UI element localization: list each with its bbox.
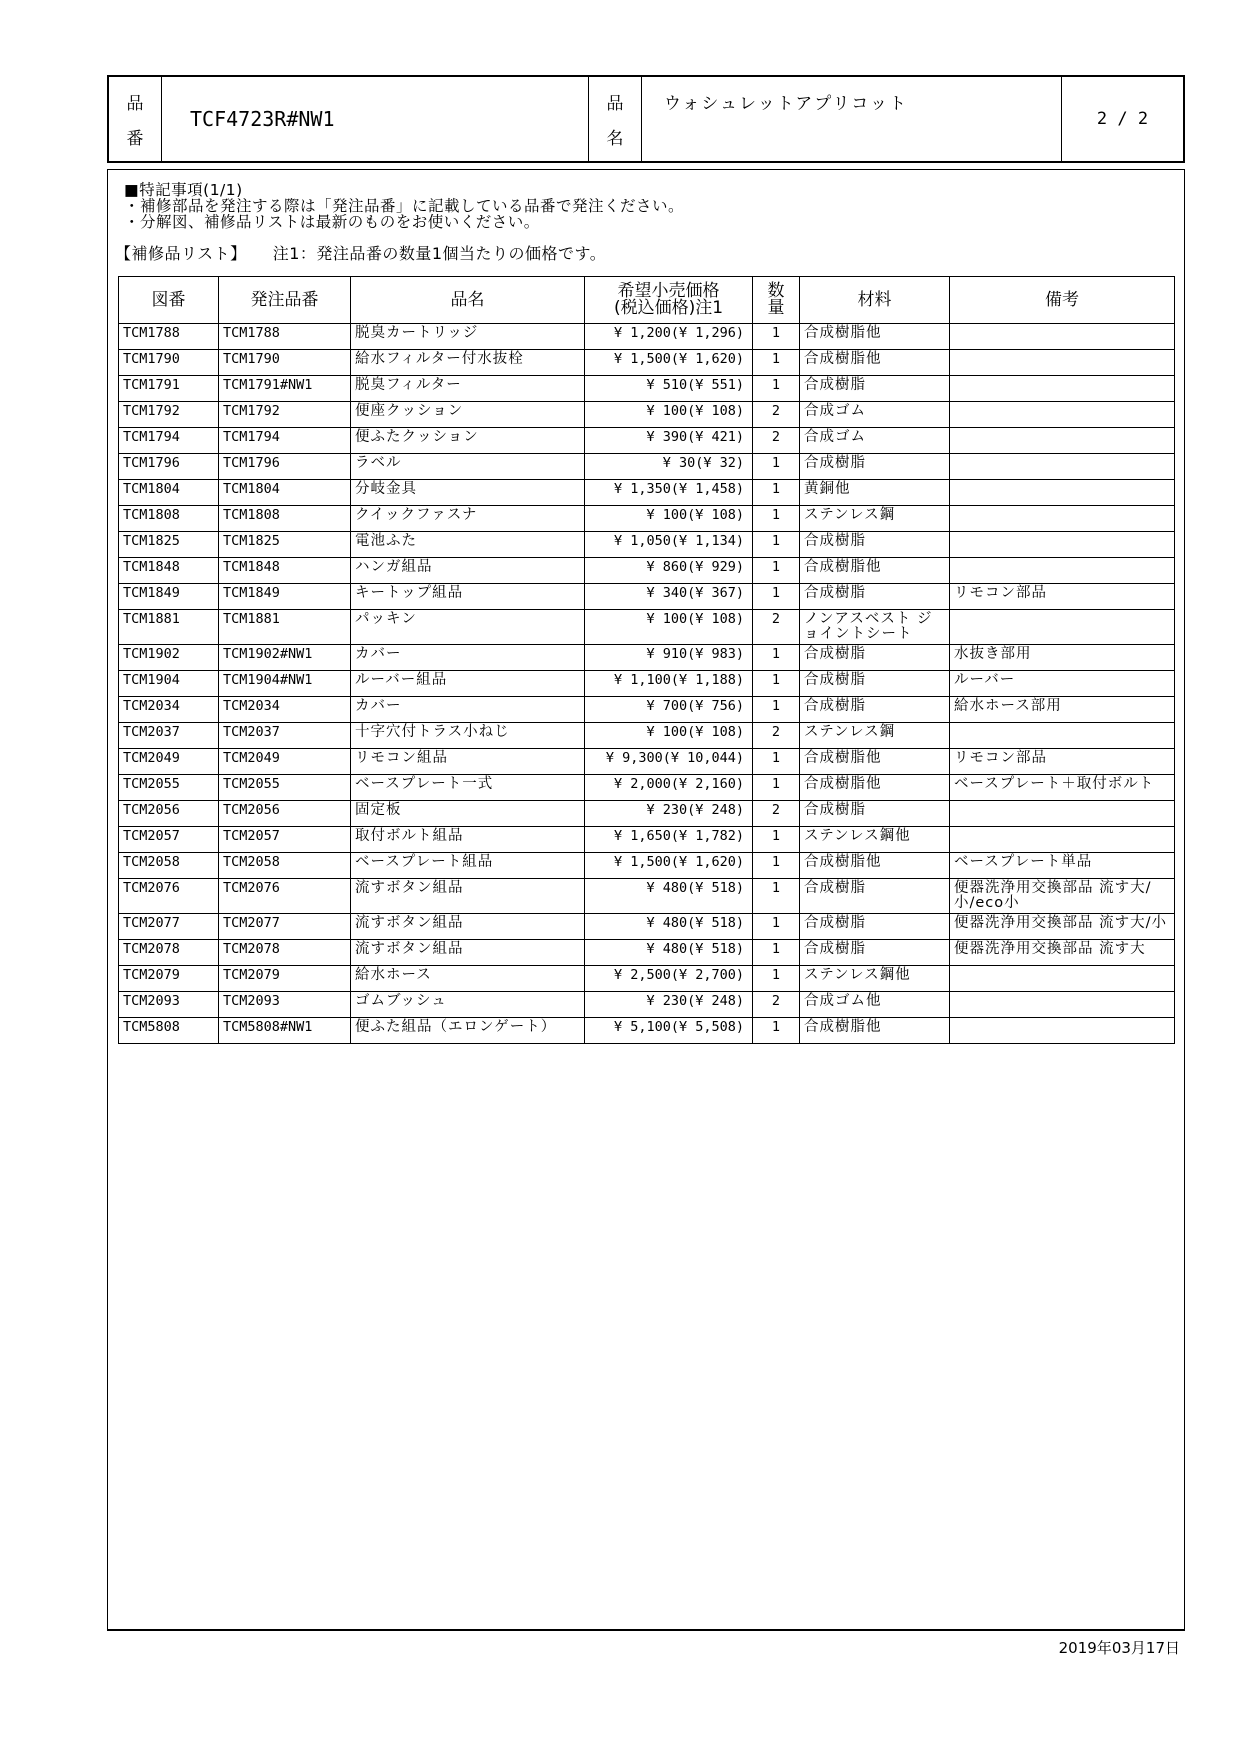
fig-no-cell: TCM2056 [119, 801, 219, 827]
material-cell: 合成樹脂 [800, 454, 950, 480]
name-cell: 便ふた組品（エロンゲート） [351, 1018, 585, 1044]
remarks-cell [950, 480, 1175, 506]
material-cell: 合成樹脂他 [800, 853, 950, 879]
order-no-cell: TCM2093 [219, 992, 351, 1018]
remarks-cell [950, 1018, 1175, 1044]
fig-no-cell: TCM1849 [119, 584, 219, 610]
order-no-cell: TCM2055 [219, 775, 351, 801]
table-row [119, 454, 1175, 480]
remarks-cell [950, 966, 1175, 992]
qty-cell: 2 [753, 610, 800, 645]
table-row [119, 992, 1175, 1018]
order-no-cell: TCM1794 [219, 428, 351, 454]
fig-no-cell: TCM2037 [119, 723, 219, 749]
qty-cell: 1 [753, 1018, 800, 1044]
notes-title: ■特記事項(1/1) [124, 181, 243, 199]
table-row [119, 775, 1175, 801]
fig-no-cell: TCM1904 [119, 671, 219, 697]
remarks-cell [950, 992, 1175, 1018]
name-cell: 便座クッション [351, 402, 585, 428]
name-cell: 流すボタン組品 [351, 914, 585, 940]
material-cell: 合成樹脂他 [800, 350, 950, 376]
material-cell: 合成樹脂 [800, 584, 950, 610]
name-label-bottom: 名 [606, 129, 624, 149]
name-cell: ベースプレート組品 [351, 853, 585, 879]
name-cell: カバー [351, 645, 585, 671]
qty-cell: 2 [753, 801, 800, 827]
order-no-cell: TCM1881 [219, 610, 351, 645]
material-cell: ステンレス鋼他 [800, 827, 950, 853]
content-frame [107, 169, 1185, 1631]
remarks-cell [950, 428, 1175, 454]
fig-no-cell: TCM1804 [119, 480, 219, 506]
header-price-line-1: 希望小売価格 [617, 281, 720, 301]
name-cell: 便ふたクッション [351, 428, 585, 454]
header-qty [753, 277, 800, 324]
fig-no-cell: TCM2058 [119, 853, 219, 879]
name-cell: クイックファスナ [351, 506, 585, 532]
material-cell: ステンレス鋼他 [800, 966, 950, 992]
order-no-cell: TCM1808 [219, 506, 351, 532]
material-cell: 合成樹脂他 [800, 324, 950, 350]
order-no-cell: TCM1848 [219, 558, 351, 584]
qty-cell: 2 [753, 992, 800, 1018]
header-order-no: 発注品番 [219, 277, 351, 324]
remarks-cell: 給水ホース部用 [950, 697, 1175, 723]
header-price [585, 277, 753, 324]
qty-cell: 1 [753, 940, 800, 966]
price-cell: ¥ 340(¥ 367) [585, 584, 753, 610]
price-cell: ¥ 100(¥ 108) [585, 506, 753, 532]
header-name: 品名 [351, 277, 585, 324]
order-no-cell: TCM2077 [219, 914, 351, 940]
order-no-cell: TCM1790 [219, 350, 351, 376]
price-cell: ¥ 100(¥ 108) [585, 610, 753, 645]
code-label [109, 77, 162, 161]
name-cell: キートップ組品 [351, 584, 585, 610]
product-code: TCF4723R#NW1 [162, 77, 589, 161]
price-cell: ¥ 1,500(¥ 1,620) [585, 853, 753, 879]
table-row [119, 879, 1175, 914]
remarks-cell: ルーバー [950, 671, 1175, 697]
table-row [119, 532, 1175, 558]
order-no-cell: TCM2058 [219, 853, 351, 879]
price-cell: ¥ 1,500(¥ 1,620) [585, 350, 753, 376]
qty-cell: 1 [753, 376, 800, 402]
price-cell: ¥ 1,100(¥ 1,188) [585, 671, 753, 697]
remarks-cell [950, 801, 1175, 827]
fig-no-cell: TCM1825 [119, 532, 219, 558]
qty-cell: 1 [753, 324, 800, 350]
fig-no-cell: TCM2077 [119, 914, 219, 940]
remarks-cell: 水抜き部用 [950, 645, 1175, 671]
order-no-cell: TCM2056 [219, 801, 351, 827]
order-no-cell: TCM2076 [219, 879, 351, 914]
price-cell: ¥ 700(¥ 756) [585, 697, 753, 723]
price-cell: ¥ 100(¥ 108) [585, 402, 753, 428]
table-row [119, 697, 1175, 723]
order-no-cell: TCM1792 [219, 402, 351, 428]
order-no-cell: TCM1825 [219, 532, 351, 558]
price-cell: ¥ 1,350(¥ 1,458) [585, 480, 753, 506]
remarks-cell: ベースプレート＋取付ボルト [950, 775, 1175, 801]
table-header-row [119, 277, 1175, 324]
remarks-cell [950, 558, 1175, 584]
notes-line-1: ・補修部品を発注する際は「発注品番」に記載している品番で発注ください。 [124, 197, 685, 215]
price-cell: ¥ 480(¥ 518) [585, 940, 753, 966]
name-cell: 流すボタン組品 [351, 879, 585, 914]
header-material: 材料 [800, 277, 950, 324]
order-no-cell: TCM1791#NW1 [219, 376, 351, 402]
notes-line-2: ・分解図、補修品リストは最新のものをお使いください。 [124, 213, 540, 231]
remarks-cell: 便器洗浄用交換部品 流す大/小 [950, 914, 1175, 940]
material-cell: 合成樹脂他 [800, 1018, 950, 1044]
table-row [119, 558, 1175, 584]
order-no-cell: TCM2079 [219, 966, 351, 992]
qty-cell: 1 [753, 697, 800, 723]
table-row [119, 749, 1175, 775]
name-cell: 脱臭フィルター [351, 376, 585, 402]
name-cell: 分岐金具 [351, 480, 585, 506]
name-cell: 取付ボルト組品 [351, 827, 585, 853]
price-cell: ¥ 2,500(¥ 2,700) [585, 966, 753, 992]
name-cell: パッキン [351, 610, 585, 645]
remarks-cell [950, 532, 1175, 558]
qty-cell: 1 [753, 775, 800, 801]
table-row [119, 827, 1175, 853]
price-cell: ¥ 1,050(¥ 1,134) [585, 532, 753, 558]
remarks-cell [950, 610, 1175, 645]
qty-cell: 2 [753, 402, 800, 428]
qty-cell: 1 [753, 506, 800, 532]
price-cell: ¥ 9,300(¥ 10,044) [585, 749, 753, 775]
material-cell: 合成樹脂 [800, 376, 950, 402]
price-cell: ¥ 2,000(¥ 2,160) [585, 775, 753, 801]
price-note: 注1：発注品番の数量1個当たりの価格です。 [272, 244, 607, 263]
table-row [119, 324, 1175, 350]
table-row [119, 350, 1175, 376]
price-cell: ¥ 910(¥ 983) [585, 645, 753, 671]
table-row [119, 376, 1175, 402]
price-cell: ¥ 100(¥ 108) [585, 723, 753, 749]
material-cell: 合成ゴム [800, 428, 950, 454]
name-cell: ハンガ組品 [351, 558, 585, 584]
remarks-cell [950, 324, 1175, 350]
fig-no-cell: TCM1902 [119, 645, 219, 671]
fig-no-cell: TCM2078 [119, 940, 219, 966]
name-cell: 給水ホース [351, 966, 585, 992]
document-header [107, 75, 1185, 163]
qty-cell: 1 [753, 966, 800, 992]
remarks-cell [950, 827, 1175, 853]
code-label-bottom: 番 [126, 129, 144, 149]
qty-cell: 1 [753, 480, 800, 506]
order-no-cell: TCM2037 [219, 723, 351, 749]
parts-table [118, 276, 1175, 1044]
fig-no-cell: TCM2093 [119, 992, 219, 1018]
fig-no-cell: TCM2079 [119, 966, 219, 992]
qty-cell: 2 [753, 723, 800, 749]
name-cell: 電池ふた [351, 532, 585, 558]
table-row [119, 853, 1175, 879]
name-cell: 流すボタン組品 [351, 940, 585, 966]
fig-no-cell: TCM1796 [119, 454, 219, 480]
list-title: 【補修品リスト】 [115, 244, 247, 263]
material-cell: 合成樹脂 [800, 940, 950, 966]
fig-no-cell: TCM1791 [119, 376, 219, 402]
material-cell: 合成樹脂 [800, 697, 950, 723]
name-cell: ベースプレート一式 [351, 775, 585, 801]
remarks-cell [950, 402, 1175, 428]
qty-cell: 1 [753, 749, 800, 775]
special-notes [124, 182, 684, 230]
header-remarks: 備考 [950, 277, 1175, 324]
order-no-cell: TCM2078 [219, 940, 351, 966]
table-row [119, 584, 1175, 610]
material-cell: ノンアスベスト ジョイントシート [800, 610, 950, 645]
qty-cell: 2 [753, 428, 800, 454]
fig-no-cell: TCM2057 [119, 827, 219, 853]
remarks-cell: ベースプレート単品 [950, 853, 1175, 879]
order-no-cell: TCM1904#NW1 [219, 671, 351, 697]
name-cell: ラベル [351, 454, 585, 480]
qty-cell: 1 [753, 584, 800, 610]
name-cell: ルーバー組品 [351, 671, 585, 697]
order-no-cell: TCM1804 [219, 480, 351, 506]
qty-cell: 1 [753, 827, 800, 853]
page-number: 2 / 2 [1096, 109, 1149, 129]
table-row [119, 402, 1175, 428]
table-row [119, 506, 1175, 532]
material-cell: 合成樹脂 [800, 645, 950, 671]
name-cell: 脱臭カートリッジ [351, 324, 585, 350]
price-cell: ¥ 390(¥ 421) [585, 428, 753, 454]
material-cell: 黄銅他 [800, 480, 950, 506]
remarks-cell [950, 506, 1175, 532]
material-cell: 合成樹脂 [800, 879, 950, 914]
price-cell: ¥ 480(¥ 518) [585, 914, 753, 940]
remarks-cell: 便器洗浄用交換部品 流す大 [950, 940, 1175, 966]
table-row [119, 966, 1175, 992]
fig-no-cell: TCM5808 [119, 1018, 219, 1044]
material-cell: 合成樹脂 [800, 801, 950, 827]
material-cell: ステンレス鋼 [800, 723, 950, 749]
remarks-cell: リモコン部品 [950, 749, 1175, 775]
qty-cell: 1 [753, 853, 800, 879]
price-cell: ¥ 230(¥ 248) [585, 992, 753, 1018]
name-cell: ゴムブッシュ [351, 992, 585, 1018]
qty-cell: 1 [753, 558, 800, 584]
material-cell: 合成ゴム他 [800, 992, 950, 1018]
price-cell: ¥ 510(¥ 551) [585, 376, 753, 402]
price-cell: ¥ 230(¥ 248) [585, 801, 753, 827]
material-cell: 合成樹脂 [800, 914, 950, 940]
fig-no-cell: TCM1881 [119, 610, 219, 645]
material-cell: 合成樹脂他 [800, 775, 950, 801]
fig-no-cell: TCM2076 [119, 879, 219, 914]
qty-cell: 1 [753, 645, 800, 671]
parts-list-title [115, 241, 606, 264]
header-fig-no: 図番 [119, 277, 219, 324]
fig-no-cell: TCM1792 [119, 402, 219, 428]
price-cell: ¥ 1,200(¥ 1,296) [585, 324, 753, 350]
qty-cell: 1 [753, 350, 800, 376]
order-no-cell: TCM5808#NW1 [219, 1018, 351, 1044]
order-no-cell: TCM1849 [219, 584, 351, 610]
header-price-line-2: (税込価格)注1 [613, 298, 724, 318]
order-no-cell: TCM2049 [219, 749, 351, 775]
name-cell: 十字穴付トラス小ねじ [351, 723, 585, 749]
order-no-cell: TCM1902#NW1 [219, 645, 351, 671]
price-cell: ¥ 5,100(¥ 5,508) [585, 1018, 753, 1044]
order-no-cell: TCM2057 [219, 827, 351, 853]
material-cell: 合成樹脂他 [800, 558, 950, 584]
qty-cell: 1 [753, 879, 800, 914]
fig-no-cell: TCM2055 [119, 775, 219, 801]
fig-no-cell: TCM2034 [119, 697, 219, 723]
remarks-cell [950, 454, 1175, 480]
table-row [119, 671, 1175, 697]
issue-date: 2019年03月17日 [1058, 1639, 1180, 1657]
name-cell: カバー [351, 697, 585, 723]
table-row [119, 480, 1175, 506]
table-row [119, 610, 1175, 645]
table-body [119, 324, 1175, 1044]
material-cell: 合成樹脂 [800, 532, 950, 558]
fig-no-cell: TCM1788 [119, 324, 219, 350]
qty-cell: 1 [753, 532, 800, 558]
table-row [119, 1018, 1175, 1044]
material-cell: 合成ゴム [800, 402, 950, 428]
order-no-cell: TCM1796 [219, 454, 351, 480]
table-row [119, 801, 1175, 827]
remarks-cell [950, 350, 1175, 376]
fig-no-cell: TCM1848 [119, 558, 219, 584]
price-cell: ¥ 30(¥ 32) [585, 454, 753, 480]
order-no-cell: TCM1788 [219, 324, 351, 350]
remarks-cell: リモコン部品 [950, 584, 1175, 610]
qty-cell: 1 [753, 914, 800, 940]
code-label-top: 品 [126, 94, 144, 114]
order-no-cell: TCM2034 [219, 697, 351, 723]
table-row [119, 428, 1175, 454]
qty-cell: 1 [753, 671, 800, 697]
name-cell: リモコン組品 [351, 749, 585, 775]
product-name: ウォシュレットアプリコット [642, 77, 1062, 161]
price-cell: ¥ 480(¥ 518) [585, 879, 753, 914]
table-row [119, 914, 1175, 940]
name-cell: 給水フィルター付水抜栓 [351, 350, 585, 376]
name-cell: 固定板 [351, 801, 585, 827]
fig-no-cell: TCM2049 [119, 749, 219, 775]
header-qty-line-1: 数 [767, 281, 785, 301]
remarks-cell: 便器洗浄用交換部品 流す大/小/eco小 [950, 879, 1175, 914]
fig-no-cell: TCM1808 [119, 506, 219, 532]
qty-cell: 1 [753, 454, 800, 480]
table-row [119, 723, 1175, 749]
fig-no-cell: TCM1794 [119, 428, 219, 454]
material-cell: ステンレス鋼 [800, 506, 950, 532]
table-row [119, 940, 1175, 966]
material-cell: 合成樹脂他 [800, 749, 950, 775]
name-label-top: 品 [606, 94, 624, 114]
material-cell: 合成樹脂 [800, 671, 950, 697]
remarks-cell [950, 376, 1175, 402]
header-qty-line-2: 量 [767, 298, 785, 318]
fig-no-cell: TCM1790 [119, 350, 219, 376]
price-cell: ¥ 1,650(¥ 1,782) [585, 827, 753, 853]
price-cell: ¥ 860(¥ 929) [585, 558, 753, 584]
remarks-cell [950, 723, 1175, 749]
table-row [119, 645, 1175, 671]
name-label [589, 77, 642, 161]
